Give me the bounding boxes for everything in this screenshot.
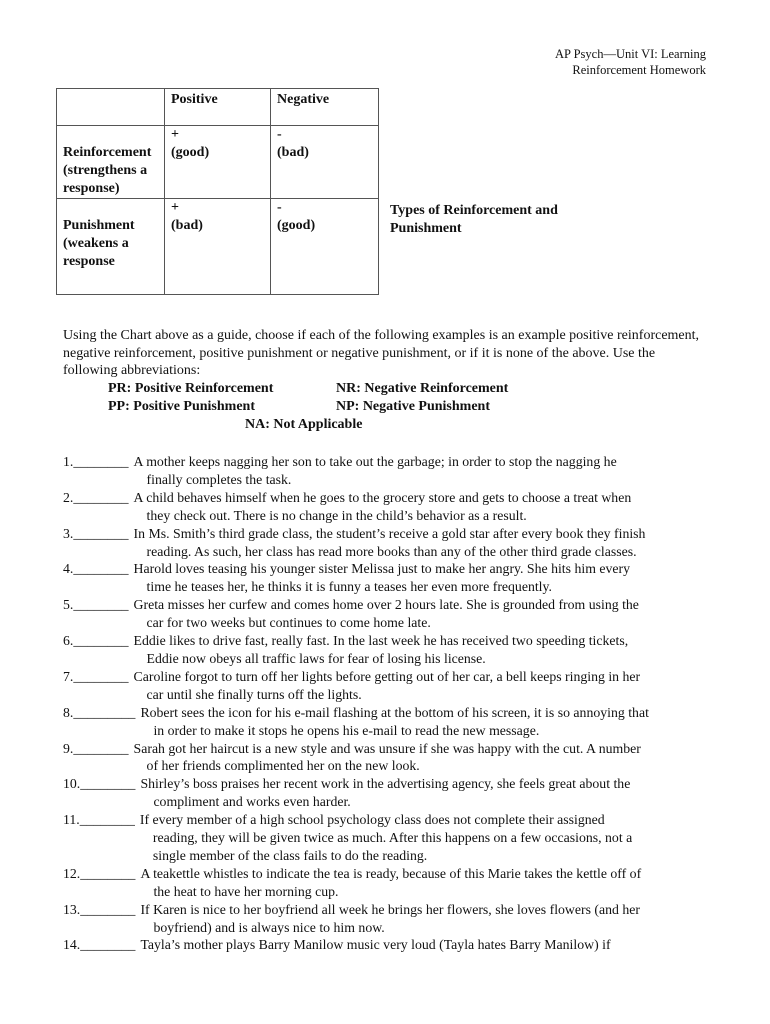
col-header-positive: Positive bbox=[165, 89, 271, 126]
answer-blank[interactable]: 3.________ bbox=[63, 525, 129, 541]
abbr-nr: NR: Negative Reinforcement bbox=[336, 381, 509, 396]
abbr-na: NA: Not Applicable bbox=[245, 417, 363, 432]
question-item bbox=[63, 865, 713, 901]
question-item bbox=[63, 632, 713, 668]
answer-blank[interactable]: 14.________ bbox=[63, 937, 136, 953]
question-item bbox=[63, 740, 713, 776]
header-title: Reinforcement Homework bbox=[572, 63, 706, 77]
answer-blank[interactable]: 10.________ bbox=[63, 776, 136, 792]
answer-blank[interactable]: 1.________ bbox=[63, 454, 129, 469]
question-item bbox=[63, 936, 713, 954]
answer-blank[interactable]: 9.________ bbox=[63, 740, 129, 756]
table-caption: Types of Reinforcement and Punishment bbox=[390, 203, 558, 236]
row-label-reinforcement: Reinforcement (strengthens a response) bbox=[57, 126, 165, 199]
cell-negative-punishment: - (good) bbox=[271, 199, 379, 295]
cell-positive-reinforcement: + (good) bbox=[165, 126, 271, 199]
question-text: Sarah got her haircut is a new style and was unsure if she was happy with the cut. A number of her friends complimented her on the new look. bbox=[133, 740, 641, 774]
question-item bbox=[63, 489, 713, 525]
answer-blank[interactable]: 5.________ bbox=[63, 597, 129, 613]
row-label-punishment: Punishment (weakens a response bbox=[57, 199, 165, 295]
question-text: Eddie likes to drive fast, really fast. In the last week he has received two speeding tickets, Eddie now obeys all traffic laws for fear of losing his license. bbox=[133, 633, 629, 666]
question-item bbox=[63, 453, 713, 489]
question-text: If Karen is nice to her boyfriend all week he brings her flowers, she loves flowers (and her boyfriend) and is always nice to him now. bbox=[140, 901, 641, 935]
question-item bbox=[63, 525, 713, 561]
question-item bbox=[63, 668, 713, 704]
question-text: If every member of a high school psychology class does not complete their assigned reading, they will be given twice as much. After this happens on a few occasions, not a single member of the class fails to do the reading. bbox=[139, 812, 633, 863]
question-item bbox=[63, 560, 713, 596]
question-text: A teakettle whistles to indicate the tea is ready, because of this Marie takes the kettle off of the heat to have her morning cup. bbox=[140, 865, 642, 899]
question-item bbox=[63, 596, 713, 632]
answer-blank[interactable]: 13.________ bbox=[63, 901, 136, 917]
abbr-np: NP: Negative Punishment bbox=[336, 399, 490, 414]
question-item bbox=[63, 775, 713, 811]
answer-blank[interactable]: 8._________ bbox=[63, 704, 136, 720]
answer-blank[interactable]: 12.________ bbox=[63, 865, 136, 881]
question-item bbox=[63, 901, 713, 937]
table-corner-cell bbox=[57, 89, 165, 126]
question-text: A child behaves himself when he goes to the grocery store and gets to choose a treat when they check out. There is no change in the child’s behavior as a result. bbox=[133, 489, 632, 523]
cell-negative-reinforcement: - (bad) bbox=[271, 126, 379, 199]
question-text: In Ms. Smith’s third grade class, the student’s receive a gold star after every book they finish reading. As such, her class has read more books than any of the other third grade classes. bbox=[133, 525, 646, 559]
question-text: Harold loves teasing his younger sister Melissa just to make her angry. She hits him every time he teases her, he thinks it is funny a teases her even more frequently. bbox=[133, 561, 631, 595]
question-item bbox=[63, 704, 713, 740]
abbr-pr: PR: Positive Reinforcement bbox=[108, 381, 274, 396]
question-text: Caroline forgot to turn off her lights before getting out of her car, a bell keeps ringing in her car until she finally turns off the lights. bbox=[133, 668, 641, 702]
answer-blank[interactable]: 6.________ bbox=[63, 633, 129, 649]
instructions: Using the Chart above as a guide, choose if each of the following examples is an example positive reinforcement, negative reinforcement, positive punishment or negative punishment, or if it is none of the above. Use the following abbreviations: bbox=[63, 328, 700, 378]
question-list bbox=[63, 453, 713, 954]
question-text: Robert sees the icon for his e-mail flashing at the bottom of his screen, it is so annoying that in order to make it stops he opens his e-mail to read the new message. bbox=[140, 704, 649, 738]
question-text: Tayla’s mother plays Barry Manilow music very loud (Tayla hates Barry Manilow) if bbox=[140, 937, 611, 953]
question-text: Shirley’s boss praises her recent work in the advertising agency, she feels great about the compliment and works even harder. bbox=[140, 776, 631, 810]
answer-blank[interactable]: 7.________ bbox=[63, 668, 129, 684]
answer-blank[interactable]: 11.________ bbox=[63, 812, 135, 828]
header-course: AP Psych—Unit VI: Learning bbox=[554, 47, 706, 61]
question-text: Greta misses her curfew and comes home over 2 hours late. She is grounded from using the car for two weeks but continues to come home late. bbox=[133, 597, 639, 631]
question-text: A mother keeps nagging her son to take out the garbage; in order to stop the nagging he finally completes the task. bbox=[133, 454, 617, 487]
cell-positive-punishment: + (bad) bbox=[165, 199, 271, 295]
reinforcement-table bbox=[56, 88, 379, 295]
abbr-pp: PP: Positive Punishment bbox=[108, 399, 255, 414]
answer-blank[interactable]: 2.________ bbox=[63, 489, 129, 505]
answer-blank[interactable]: 4.________ bbox=[63, 561, 129, 577]
question-item bbox=[63, 811, 713, 865]
col-header-negative: Negative bbox=[271, 89, 379, 126]
document-header bbox=[555, 46, 706, 78]
